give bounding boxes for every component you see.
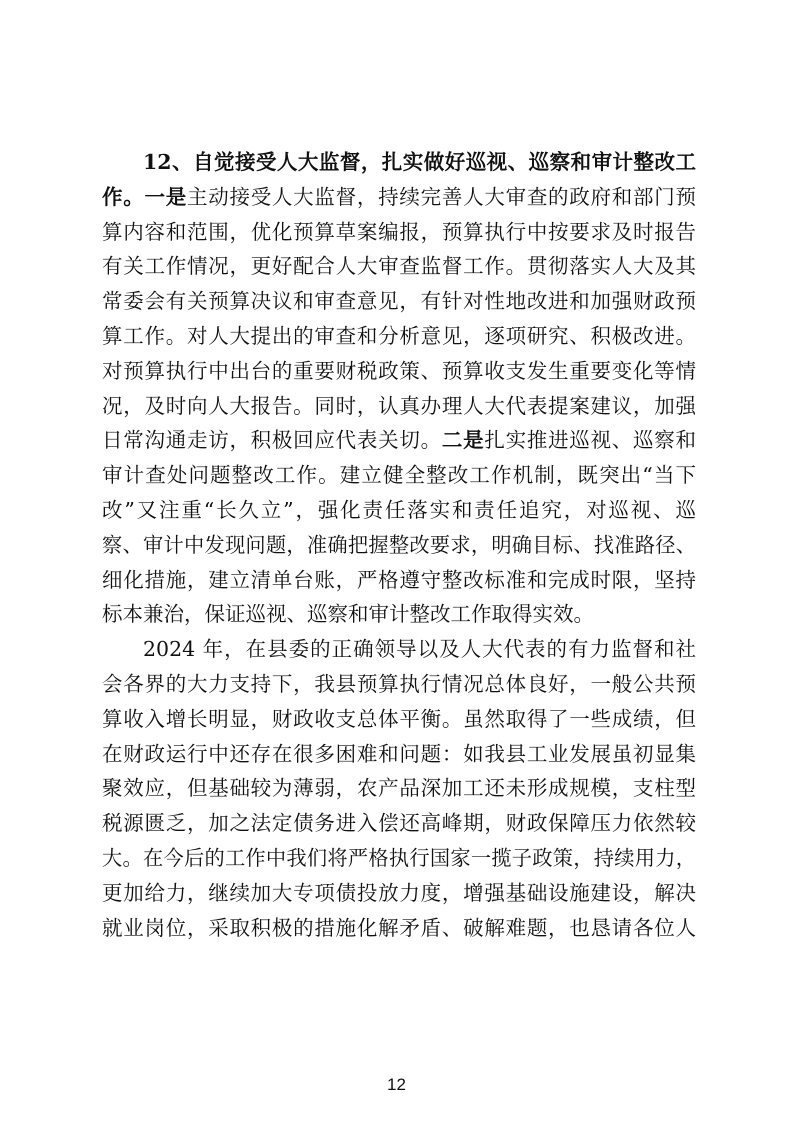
paragraph-1-line-5: 常委会有关预算决议和审查意见，有针对性地改进和加强财政预 <box>102 289 696 314</box>
paragraph-1-line-13: 细化措施，建立清单台账，严格遵守整改标准和完成时限，坚持 <box>102 567 696 592</box>
body-text <box>102 145 696 945</box>
paragraph-2-line-1: 2024 年，在县委的正确领导以及人大代表的有力监督和社 <box>143 637 696 662</box>
paragraph-1-line-6: 算工作。对人大提出的审查和分析意见，逐项研究、积极改进。 <box>102 323 696 348</box>
first-point-label: 一是 <box>144 184 187 209</box>
paragraph-1-text: 主动接受人大监督，持续完善人大审查的政府和部门预 <box>186 184 696 209</box>
paragraph-1-line-9 <box>102 423 696 458</box>
section-heading-continued: 作。 <box>102 184 145 209</box>
paragraph-2-line-5: 聚效应，但基础较为薄弱，农产品深加工还未形成规模，支柱型 <box>102 776 696 801</box>
paragraph-1-line-1 <box>102 145 696 180</box>
paragraph-1-line-3: 算内容和范围，优化预算草案编报，预算执行中按要求及时报告 <box>102 219 696 244</box>
paragraph-1-text: 扎实推进巡视、巡察和 <box>484 428 696 453</box>
paragraph-2-line-8: 更加给力，继续加大专项债投放力度，增强基础设施建设，解决 <box>102 880 696 905</box>
paragraph-1-line-7: 对预算执行中出台的重要财税政策、预算收支发生重要变化等情 <box>102 358 696 383</box>
section-heading: 12、自觉接受人大监督，扎实做好巡视、巡察和审计整改工 <box>143 150 696 174</box>
paragraph-2-line-7: 大。在今后的工作中我们将严格执行国家一揽子政策，持续用力， <box>102 845 696 870</box>
paragraph-2-line-9: 就业岗位，采取积极的措施化解矛盾、破解难题，也恳请各位人 <box>102 915 696 940</box>
paragraph-2-line-3: 算收入增长明显，财政收支总体平衡。虽然取得了一些成绩，但 <box>102 706 696 731</box>
paragraph-1-line-11: 改”又注重“长久立”，强化责任落实和责任追究，对巡视、巡 <box>102 497 696 522</box>
paragraph-1-line-4: 有关工作情况，更好配合人大审查监督工作。贯彻落实人大及其 <box>102 254 696 279</box>
page-number: 12 <box>387 1075 406 1094</box>
paragraph-2-line-4: 在财政运行中还存在很多困难和问题：如我县工业发展虽初显集 <box>102 741 696 766</box>
paragraph-1-text: 日常沟通走访，积极回应代表关切。 <box>102 428 442 453</box>
paragraph-1-line-8: 况，及时向人大报告。同时，认真办理人大代表提案建议，加强 <box>102 393 696 418</box>
paragraph-1-line-14: 标本兼治，保证巡视、巡察和审计整改工作取得实效。 <box>102 602 594 627</box>
paragraph-2-line-6: 税源匮乏，加之法定债务进入偿还高峰期，财政保障压力依然较 <box>102 811 696 836</box>
paragraph-2-line-2: 会各界的大力支持下，我县预算执行情况总体良好，一般公共预 <box>102 671 696 696</box>
paragraph-1-line-10: 审计查处问题整改工作。建立健全整改工作机制，既突出“当下 <box>102 463 696 488</box>
paragraph-1-line-2 <box>102 180 696 215</box>
paragraph-1-line-12: 察、审计中发现问题，准确把握整改要求，明确目标、找准路径、 <box>102 532 696 557</box>
second-point-label: 二是 <box>441 428 485 453</box>
